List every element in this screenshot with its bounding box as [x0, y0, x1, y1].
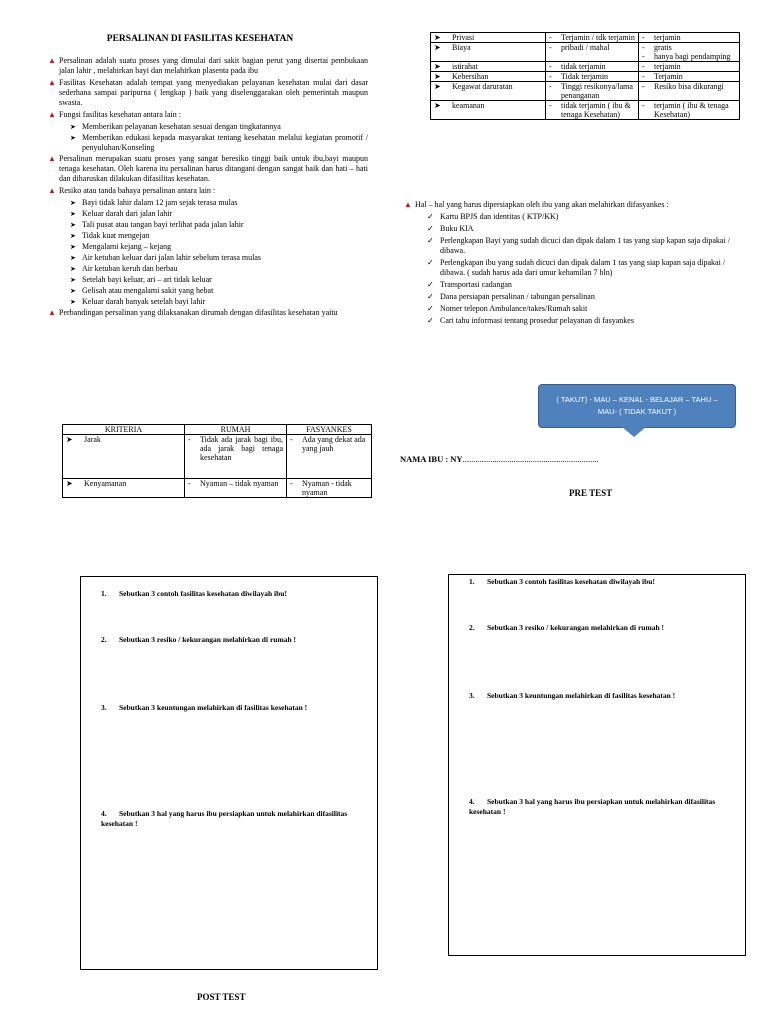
post-test-heading: POST TEST [197, 992, 246, 1002]
dash-mark: - [642, 33, 645, 42]
table-cell: - terjamin ( ibu & tenaga Kesehatan) [639, 101, 740, 120]
dash-mark: - [642, 72, 645, 81]
arrowhead-icon: ➤ [70, 298, 76, 306]
arrowhead-icon: ➤ [70, 134, 76, 142]
dash-mark: - [549, 43, 552, 52]
table-cell: ➤ Privasi [431, 33, 546, 43]
dash-mark: - [549, 101, 552, 110]
warning-triangle-icon: ▲ [404, 200, 412, 209]
dash-mark: - [642, 52, 645, 61]
table-row [431, 62, 740, 72]
persiapan-section [404, 200, 744, 328]
checklist-item: ✓ Buku KIA [427, 224, 474, 233]
table-cell: ➤ Kenyamanan [63, 479, 185, 498]
list-item: ▲ Perbandingan persalinan yang dilaksanakan dirumah dengan difasilitas kesehatan yaitu [48, 308, 338, 317]
dash-mark: - [188, 479, 191, 488]
table-row [431, 101, 740, 120]
warning-triangle-icon: ▲ [48, 308, 56, 317]
list-item: ▲ Fasilitas Kesehatan adalah tempat yang menyediakan pelayanan kesehatan mulai dari dasar sederhana sampai paripurna ( lengkap ) baik yang diselenggarakan oleh pemerintah maupun swasta. [48, 78, 368, 107]
arrowhead-icon: ➤ [434, 62, 441, 71]
checkmark-icon: ✓ [427, 224, 434, 233]
sub-list-item: ➤ Memberikan edukasi kepada masyarakat tentang kesehatan melalui kegiatan promotif / penyuluhan/Konseling [70, 133, 368, 152]
arrowhead-icon: ➤ [70, 276, 76, 284]
dash-mark: - [290, 479, 293, 488]
warning-triangle-icon: ▲ [48, 186, 56, 195]
checklist-item: ✓ Perlengkapan ibu yang sudah dicuci dan dipak dalam 1 tas yang siap kapan saja dipakai / dibawa. ( sudah harus ada dari umur kehamilan 7 bln) [427, 258, 726, 277]
arrowhead-icon: ➤ [70, 287, 76, 295]
table-cell: - Tinggi resikonya/lama penanganan [546, 82, 639, 101]
arrowhead-icon: ➤ [70, 123, 76, 131]
sub-list-item: ➤ Keluar darah dari jalan lahir [70, 209, 173, 218]
dash-mark: - [642, 43, 645, 52]
column-header: RUMAH [185, 425, 287, 435]
table-cell: - pribadi / mahal [546, 43, 639, 62]
table-cell: - terjamin [639, 62, 740, 72]
table-row [431, 82, 740, 101]
list-item: ▲ Resiko atau tanda bahaya persalinan antara lain : [48, 186, 216, 195]
checkmark-icon: ✓ [427, 280, 434, 289]
table-row [431, 43, 740, 62]
table-row [63, 479, 372, 498]
dash-mark: - [549, 33, 552, 42]
warning-triangle-icon: ▲ [48, 110, 56, 119]
arrowhead-icon: ➤ [434, 33, 441, 42]
sub-list-item: ➤ Tali pusat atau tangan bayi terlihat pada jalan lahir [70, 220, 244, 229]
sub-list-item: ➤ Gelisah atau mengalami sakit yang hebat [70, 286, 214, 295]
pre-test-heading: PRE TEST [569, 488, 613, 498]
question-item: 2. Sebutkan 3 resiko / kekurangan melahirkan di rumah ! [469, 623, 664, 632]
checkmark-icon: ✓ [427, 258, 434, 267]
question-item: 3. Sebutkan 3 keuntungan melahirkan di fasilitas kesehatan ! [101, 703, 308, 712]
arrowhead-icon: ➤ [434, 72, 441, 81]
motivation-callout: ( TAKUT) - MAU – KENAL - BELAJAR – TAHU – MAU- ( TIDAK TAKUT ) [538, 384, 736, 428]
left-column [48, 56, 368, 320]
arrowhead-icon: ➤ [66, 435, 73, 444]
warning-triangle-icon: ▲ [48, 154, 56, 163]
column-header: KRITERIA [63, 425, 185, 435]
checkmark-icon: ✓ [427, 304, 434, 313]
list-item: ▲ Hal – hal yang harus dipersiapkan oleh ibu yang akan melahirkan difasyankes : [404, 200, 669, 209]
checkmark-icon: ✓ [427, 292, 434, 301]
question-item: 1. Sebutkan 3 contoh fasilitas kesehatan diwilayah ibu! [469, 577, 655, 586]
arrowhead-icon: ➤ [70, 210, 76, 218]
table-header-row [63, 425, 372, 435]
dash-mark: - [642, 101, 645, 110]
checklist-item: ✓ Perlengkapan Bayi yang sudah dicuci dan dipak dalam 1 tas yang siap kapan saja dipakai / dibawa. [427, 236, 730, 255]
question-item: 2. Sebutkan 3 resiko / kekurangan melahirkan di rumah ! [101, 635, 296, 644]
table-cell: ➤ Jarak [63, 435, 185, 479]
page-title: PERSALINAN DI FASILITAS KESEHATAN [106, 34, 294, 44]
dash-mark: - [549, 62, 552, 71]
arrowhead-icon: ➤ [70, 221, 76, 229]
arrowhead-icon: ➤ [434, 82, 441, 91]
question-item: 3. Sebutkan 3 keuntungan melahirkan di fasilitas kesehatan ! [469, 691, 676, 700]
list-item: ▲ Fungsi fasilitas kesehatan antara lain : [48, 110, 181, 119]
checklist-item: ✓ Dana persiapan persalinan / tabungan persalinan [427, 292, 595, 301]
table-cell: - tidak terjamin [546, 62, 639, 72]
callout-tail [622, 427, 646, 437]
sub-list-item: ➤ Air ketuban keruh dan berbau [70, 264, 178, 273]
table-cell: - terjamin [639, 33, 740, 43]
pre-test-box [448, 574, 746, 956]
list-item: ▲ Persalinan merupakan suatu proses yang sangat beresiko tinggi baik untuk ibu,bayi maupun tenaga kesehatan. Oleh karena itu persalinan harus ditangani dengan sangat baik dan hati – hati dan diharuskan dilakukan difasilitas kesehatan. [48, 154, 368, 183]
dash-mark: - [188, 435, 191, 444]
table-cell: - Nyaman – tidak nyaman [185, 479, 287, 498]
sub-list-item: ➤ Setelah bayi keluar, ari – ari tidak keluar [70, 275, 212, 284]
dash-mark: - [642, 82, 645, 91]
sub-list-item: ➤ Keluar darah banyak setelah bayi lahir [70, 297, 206, 306]
sub-list-item: ➤ Bayi tidak lahir dalam 12 jam sejak terasa mulas [70, 198, 238, 207]
table-cell: - Tidak ada jarak bagi ibu, ada jarak bagi tenaga kesehatan [185, 435, 287, 479]
checklist-item: ✓ Nomer telepon Ambulance/takes/Rumah sakit [427, 304, 588, 313]
question-item: 4. Sebutkan 3 hal yang harus ibu persiapkan untuk melahirkan difasilitas kesehatan ! [101, 809, 348, 828]
checklist-item: ✓ Transportasi cadangan [427, 280, 512, 289]
table-cell: - Terjamin / tdk terjamin [546, 33, 639, 43]
comparison-table-right [430, 32, 740, 120]
table-row [431, 72, 740, 82]
sub-list-item: ➤ Memberikan pelayanan kesehatan sesuai dengan tingkatannya [70, 122, 281, 131]
table-cell: ➤ Kegawat daruratan [431, 82, 546, 101]
sub-list-item: ➤ Air ketuban keluar dari jalan lahir sebelum terasa mulas [70, 253, 262, 262]
arrowhead-icon: ➤ [70, 254, 76, 262]
checkmark-icon: ✓ [427, 212, 434, 221]
question-item: 4. Sebutkan 3 hal yang harus ibu persiapkan untuk melahirkan difasilitas kesehatan ! [469, 797, 716, 816]
comparison-table-left [62, 424, 372, 498]
table-cell: ➤ keamanan [431, 101, 546, 120]
table-row [431, 33, 740, 43]
table-cell: ➤ istirahat [431, 62, 546, 72]
checkmark-icon: ✓ [427, 236, 434, 245]
table-cell: - Ada yang dekat ada yang jauh [287, 435, 372, 479]
checklist-item: ✓ Cari tahu informasi tentang prosedur pelayanan di fasyankes [427, 316, 634, 325]
nama-ibu-line: NAMA IBU : NY................................................................ [400, 454, 599, 464]
dash-mark: - [549, 72, 552, 81]
column-header: FASYANKES [287, 425, 372, 435]
arrowhead-icon: ➤ [434, 101, 441, 110]
table-cell: - Nyaman - tidak nyaman [287, 479, 372, 498]
question-item: 1. Sebutkan 3 contoh fasilitas kesehatan diwilayah ibu! [101, 589, 287, 598]
sub-list-item: ➤ Tidak kuat mengejan [70, 231, 150, 240]
sub-list-item: ➤ Mengalami kejang – kejang [70, 242, 172, 251]
arrowhead-icon: ➤ [70, 232, 76, 240]
arrowhead-icon: ➤ [434, 43, 441, 52]
arrowhead-icon: ➤ [66, 479, 73, 488]
checklist-item: ✓ Kartu BPJS dan identitas ( KTP/KK) [427, 212, 559, 221]
table-cell: - Resiko bisa dikurangi [639, 82, 740, 101]
checkmark-icon: ✓ [427, 316, 434, 325]
arrowhead-icon: ➤ [70, 243, 76, 251]
dash-mark: - [290, 435, 293, 444]
warning-triangle-icon: ▲ [48, 56, 56, 65]
dash-mark: - [642, 62, 645, 71]
arrowhead-icon: ➤ [70, 265, 76, 273]
list-item: ▲ Persalinan adalah suatu proses yang dimulai dari sakit bagian perut yang disertai pembukaan jalan lahir , melahirkan bayi dan melahirkan plasenta pada ibu [48, 56, 368, 75]
arrowhead-icon: ➤ [70, 199, 76, 207]
table-cell: ➤ Kebersihan [431, 72, 546, 82]
table-cell: - gratis - hanya bagi pendamping [639, 43, 740, 62]
dash-mark: - [549, 82, 552, 91]
table-cell: - Terjamin [639, 72, 740, 82]
table-row [63, 435, 372, 479]
table-cell: - Tidak terjamin [546, 72, 639, 82]
warning-triangle-icon: ▲ [48, 78, 56, 87]
table-cell: - tidak terjamin ( ibu & tenaga Kesehatan) [546, 101, 639, 120]
table-cell: ➤ Biaya [431, 43, 546, 62]
post-test-box [80, 576, 378, 970]
